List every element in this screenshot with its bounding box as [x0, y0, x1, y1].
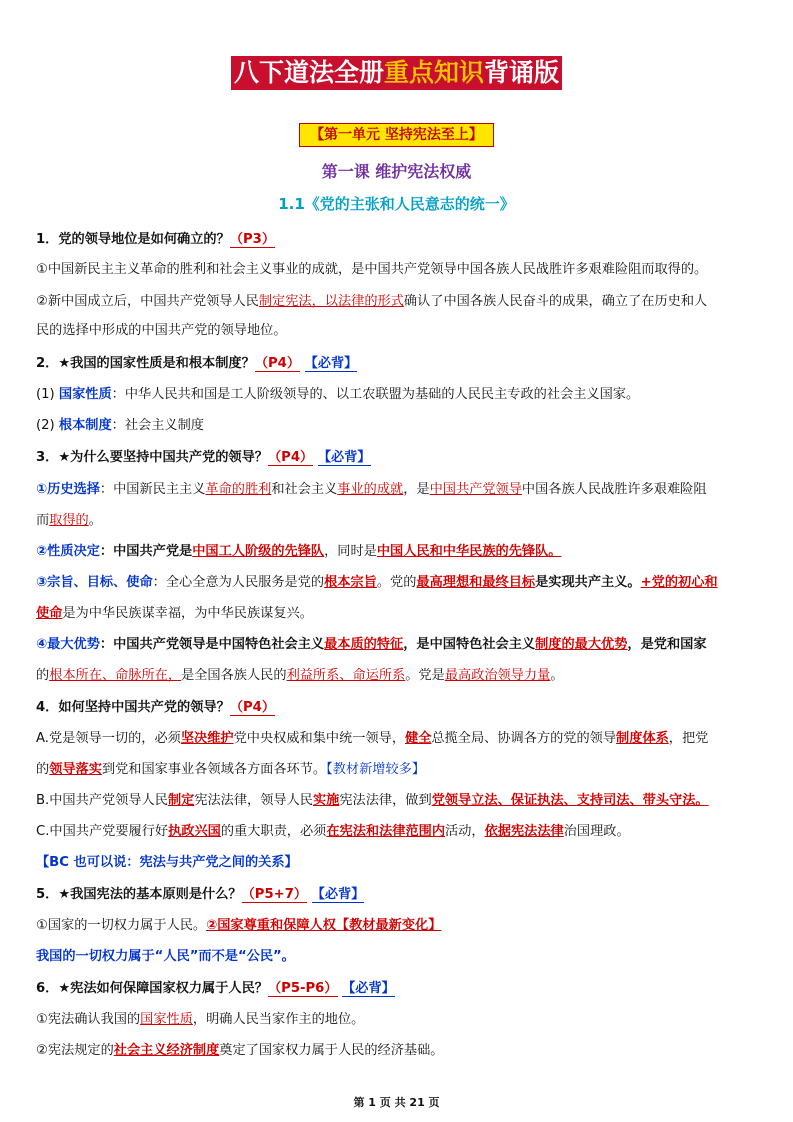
answer-6-line-2	[36, 1040, 761, 1062]
text: 。党是	[405, 668, 445, 683]
text: 宪法法律，做到	[339, 793, 432, 808]
text: ，是	[403, 482, 430, 497]
text: 。	[550, 668, 564, 683]
page-footer: 第 1 页 共 21 页	[353, 1096, 440, 1109]
text: 中国各族人民战胜许多艰难险阻	[521, 482, 707, 497]
must-recite-tag: 【必背】	[342, 981, 395, 996]
text: 而	[36, 513, 50, 528]
text: ②宪法规定的	[36, 1043, 114, 1058]
text: 中国共产党领导	[429, 482, 522, 497]
text: 的	[36, 762, 50, 777]
answer-4-line-4	[36, 821, 761, 843]
must-recite-tag: 【必背】	[311, 887, 365, 902]
document-title	[231, 56, 562, 90]
answer-1-line-1: ①中国新民主主义革命的胜利和社会主义事业的成就，是中国共产党领导中国各族人民战胜许多艰难险阻而取得的。	[36, 262, 708, 277]
text: 最高理想和最终目标	[416, 575, 536, 590]
text: 制度的最大优势	[535, 637, 628, 652]
text: B.中国共产党领导人民	[36, 793, 168, 808]
text: 。党的	[376, 575, 417, 590]
text: 取得的	[49, 513, 89, 528]
text: ①宪法确认我国的	[36, 1012, 141, 1027]
text: ，把党	[668, 731, 709, 746]
text: A.党是领导一切的，必须	[36, 731, 181, 746]
text: 领导落实	[49, 762, 102, 777]
answer-3-line-4	[36, 572, 761, 594]
text: 国家性质	[140, 1012, 193, 1027]
text: ：中国新民主主义	[99, 482, 206, 497]
question-4	[36, 697, 761, 719]
text: ③宗旨、目标、使命	[36, 575, 153, 590]
text: ②国家尊重和保障人权【教材最新变化】	[206, 918, 442, 933]
page-ref: （P5+7）	[241, 887, 308, 902]
question-1	[36, 229, 761, 251]
text: 总揽全局、协调各方的党的领导	[431, 731, 617, 746]
text: 革命的胜利	[205, 482, 272, 497]
text: ：中国共产党是	[99, 544, 193, 559]
page-ref: （P5-P6）	[268, 981, 338, 996]
answer-2-line-1	[36, 384, 761, 406]
text: ：社会主义制度	[111, 418, 204, 433]
answer-5-line-1	[36, 915, 761, 937]
text: 奠定了国家权力属于人民的经济基础。	[219, 1043, 444, 1058]
text: ，是中国特色社会主义	[403, 637, 536, 652]
question-3-title: 3．★为什么要坚持中国共产党的领导？	[36, 450, 268, 465]
text: 社会主义经济制度	[113, 1043, 220, 1058]
answer-3-line-5	[36, 603, 761, 625]
answer-2-line-2	[36, 415, 761, 437]
text: 制度体系	[616, 731, 669, 746]
answer-5-line-2: 我国的一切权力属于“人民”而不是“公民”。	[36, 949, 295, 964]
text: ：全心全意为人民服务是党的	[152, 575, 325, 590]
page-ref: （P4）	[268, 450, 314, 465]
answer-3-line-6	[36, 634, 761, 656]
answer-1-line-2	[36, 291, 761, 313]
answer-3-line-3	[36, 541, 761, 563]
answer-4-line-2	[36, 759, 761, 781]
question-2	[36, 353, 761, 375]
answer-1-line-3: 民的选择中形成的中国共产党的领导地位。	[36, 323, 287, 338]
text: 最高政治领导力量	[444, 668, 551, 683]
text: ：中国共产党领导是中国特色社会主义	[99, 637, 325, 652]
unit-heading: 【第一单元 坚持宪法至上】	[299, 123, 494, 147]
text: ，同时是	[324, 544, 377, 559]
text: 是实现共产主义。	[535, 575, 641, 590]
text: 健全	[405, 731, 432, 746]
text: 坚决维护	[180, 731, 234, 746]
text: 活动，	[445, 824, 485, 839]
text: ④最大优势	[36, 637, 100, 652]
text: 最本质的特征	[324, 637, 404, 652]
question-6-title: 6．★宪法如何保障国家权力属于人民？	[36, 981, 268, 996]
question-5-title: 5．★我国宪法的基本原则是什么？	[36, 887, 242, 902]
must-recite-tag: 【必背】	[317, 450, 371, 465]
question-4-title: 4．如何坚持中国共产党的领导？	[36, 700, 230, 715]
text: 利益所系、命运所系	[286, 668, 406, 683]
text: (2)	[36, 418, 55, 433]
text: 治国理政。	[563, 824, 630, 839]
text: 执政兴国	[168, 824, 221, 839]
text: ②性质决定	[36, 544, 100, 559]
text: ，明确人民当家作主的地位。	[192, 1012, 365, 1027]
text: ①历史选择	[36, 482, 100, 497]
question-2-title: 2．★我国的国家性质是和根本制度？	[36, 356, 255, 371]
text: 。	[88, 513, 102, 528]
title-part1: 八下道法全册	[233, 58, 384, 87]
answer-4-note: 【BC 也可以说：宪法与共产党之间的关系】	[36, 855, 298, 870]
answer-3-line-7	[36, 665, 761, 687]
question-5	[36, 884, 761, 906]
document-title-wrap	[0, 56, 793, 90]
text: 事业的成就	[337, 482, 404, 497]
text: 使命	[36, 606, 63, 621]
text: ：中华人民共和国是工人阶级领导的、以工农联盟为基础的人民民主专政的社会主义国家。	[111, 387, 640, 402]
text: 根本宗旨	[324, 575, 377, 590]
highlight: 制定宪法，以法律的形式	[258, 294, 404, 309]
text: 在宪法和法律范围内	[326, 824, 446, 839]
text: ②新中国成立后，中国共产党领导人民	[36, 294, 259, 309]
answer-4-line-3	[36, 790, 761, 812]
answer-3-line-1	[36, 479, 761, 501]
text: 宪法法律，领导人民	[194, 793, 313, 808]
must-recite-tag: 【必背】	[304, 356, 358, 371]
text: 根本所在、命脉所在，	[49, 668, 182, 683]
page-ref: （P4）	[254, 356, 301, 371]
text: (1)	[36, 387, 55, 402]
title-part3: 背诵版	[484, 58, 560, 87]
answer-6-line-1	[36, 1009, 761, 1031]
text: 到党和国家事业各领域各方面各环节。	[101, 762, 327, 777]
text: 是为中华民族谋幸福，为中华民族谋复兴。	[62, 606, 313, 621]
question-1-title: 1．党的领导地位是如何确立的？	[36, 232, 230, 247]
lesson-heading: 第一课 维护宪法权威	[321, 162, 472, 181]
text: 是全国各族人民的	[181, 668, 287, 683]
label: 根本制度	[58, 418, 112, 433]
text: 确认了中国各族人民奋斗的成果，确立了在历史和人	[403, 294, 708, 309]
text: 制定	[167, 793, 195, 808]
unit-heading-wrap	[0, 123, 793, 147]
question-6	[36, 978, 761, 1000]
title-part2: 重点知识	[383, 58, 484, 87]
text: 的重大职责，必须	[220, 824, 327, 839]
text: 【教材新增较多】	[326, 762, 426, 777]
text: ，是党和国家	[627, 637, 707, 652]
text: 实施	[313, 793, 340, 808]
page-ref: （P3）	[229, 232, 276, 247]
text: 党领导立法、保证执法、支持司法、带头守法。	[431, 793, 709, 808]
subsection-heading: 1.1《党的主张和人民意志的统一》	[278, 195, 515, 213]
text: C.中国共产党要履行好	[36, 824, 169, 839]
question-3	[36, 447, 761, 469]
text: 依据宪法法律	[484, 824, 564, 839]
label: 国家性质	[58, 387, 112, 402]
answer-4-line-1	[36, 728, 761, 750]
answer-3-line-2	[36, 510, 761, 532]
text: 和社会主义	[271, 482, 338, 497]
page-ref: （P4）	[229, 700, 276, 715]
text: 党中央权威和集中统一领导，	[233, 731, 406, 746]
text: 中国人民和中华民族的先锋队。	[376, 544, 562, 559]
text: 的	[36, 668, 50, 683]
text: +党的初心和	[640, 575, 718, 590]
text: 中国工人阶级的先锋队	[192, 544, 325, 559]
text: ①国家的一切权力属于人民。	[36, 918, 207, 933]
